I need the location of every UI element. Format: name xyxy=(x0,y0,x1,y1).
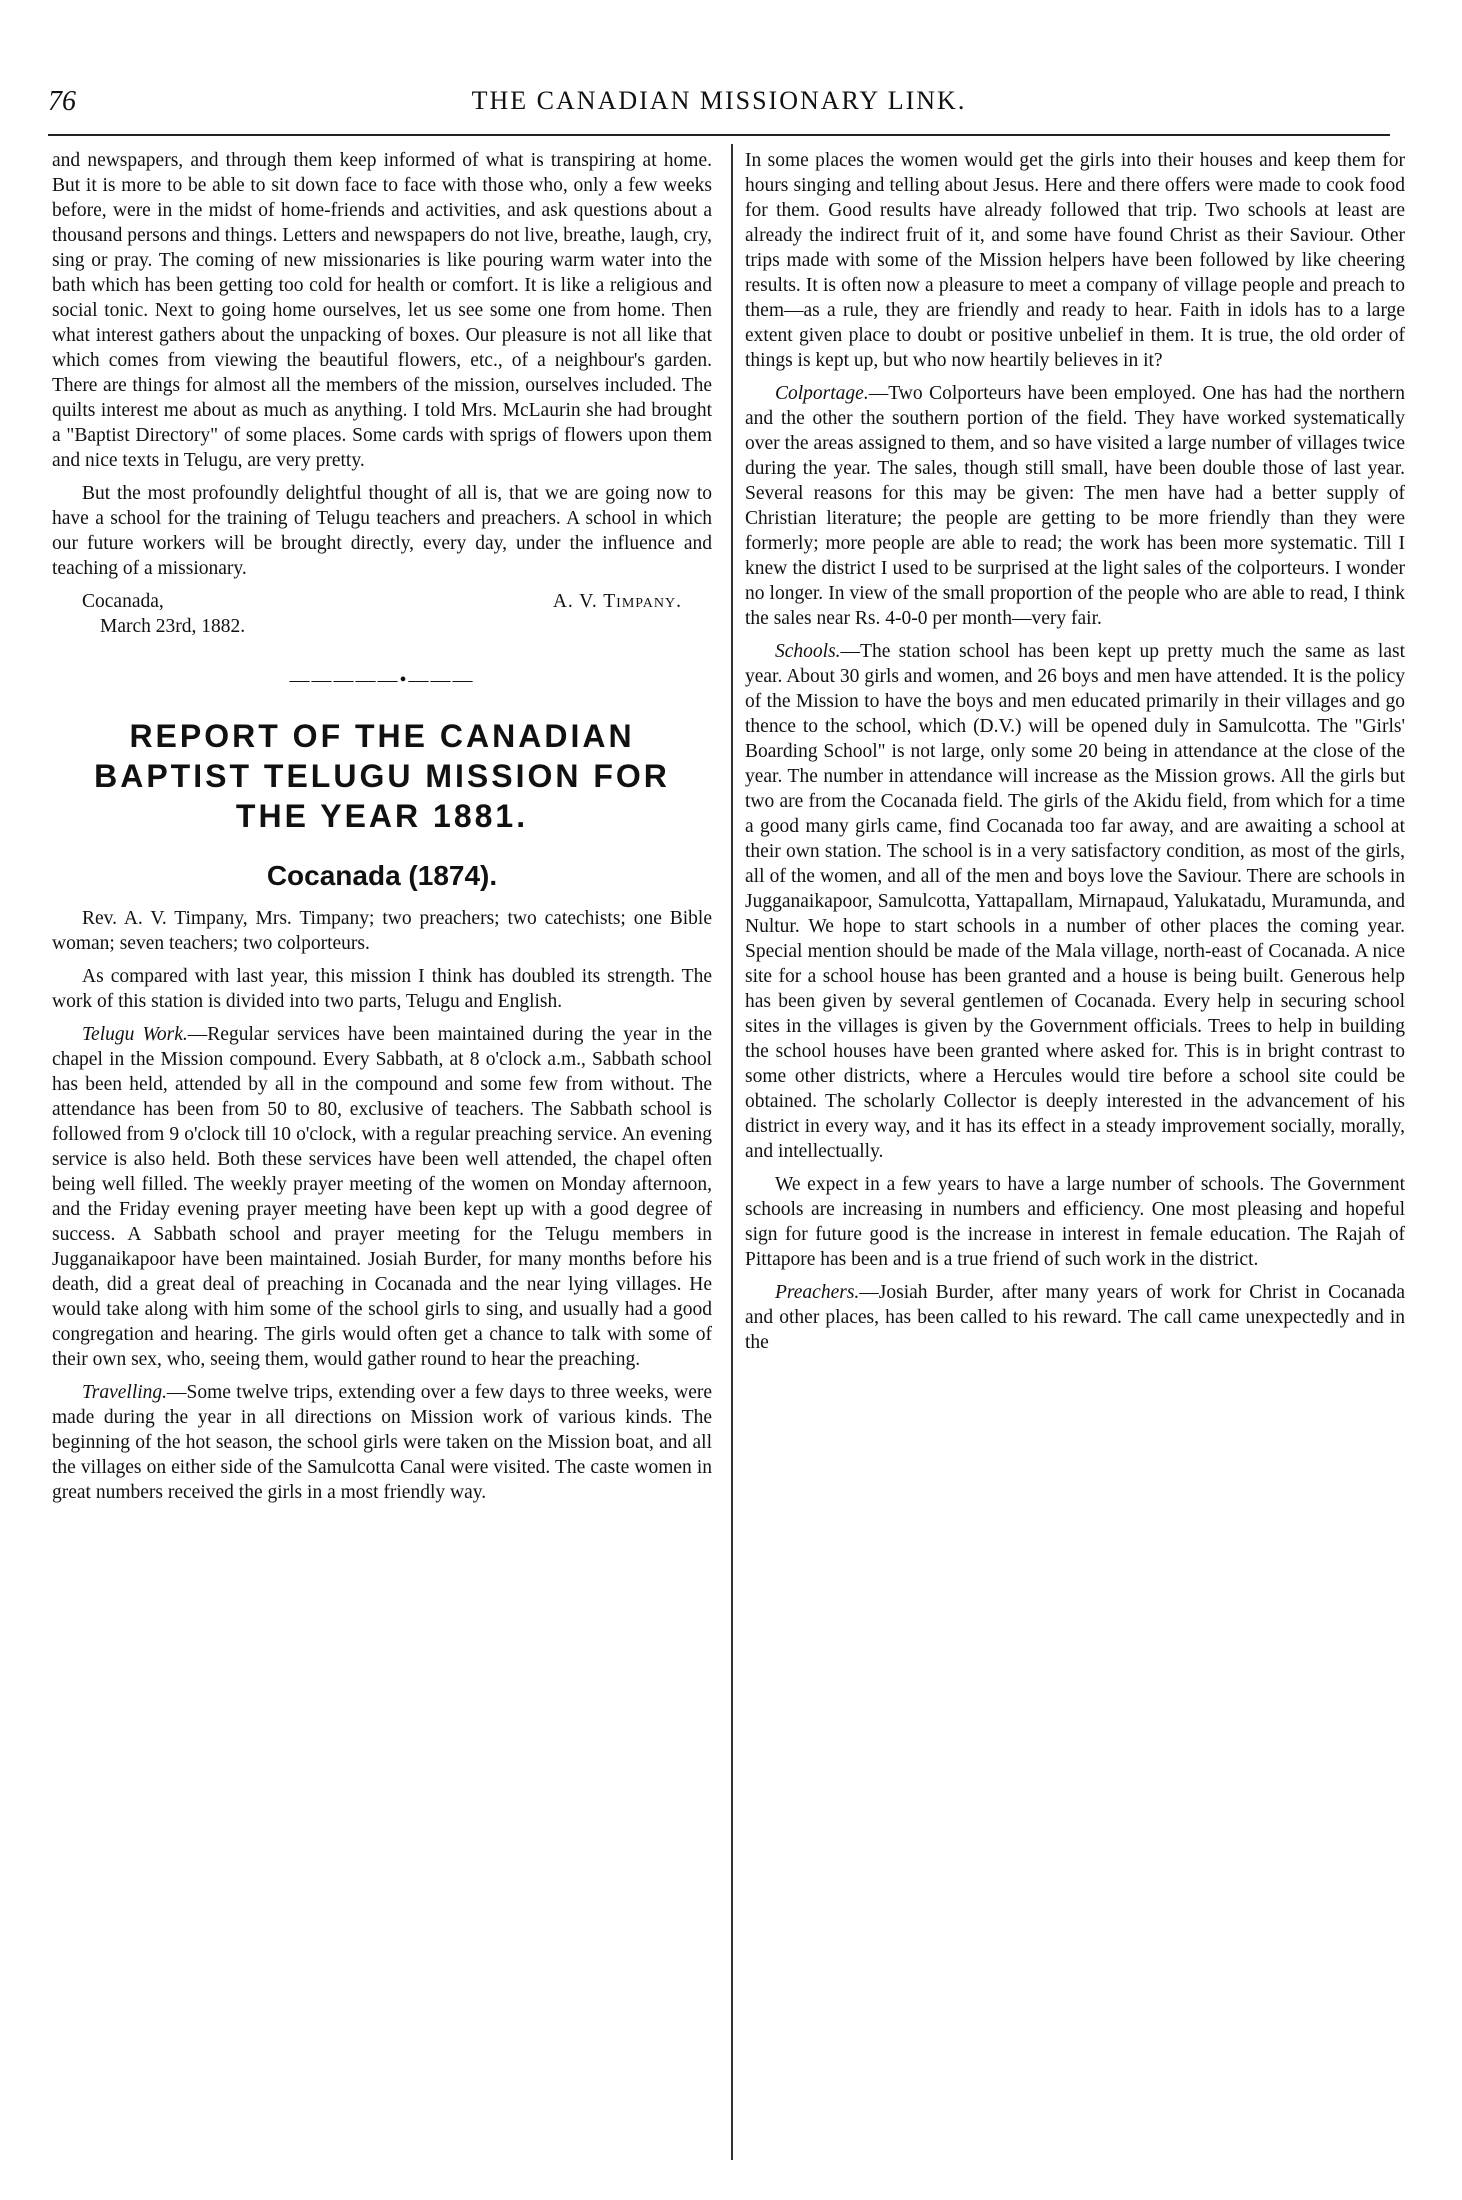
telugu-work-label: Telugu Work. xyxy=(82,1024,188,1045)
letter-paragraph-2: But the most profoundly delightful thought of all is, that we are going now to have a school for the training of Telugu teachers and preachers. A school in which our future workers will be brought directly, every day, under the influence and teaching of a missionary. xyxy=(52,483,712,579)
colportage-text: —Two Colporteurs have been employed. One has had the northern and the other the southern portion of the field. They have worked systematically over the areas assigned to them, and so have visited a large number of villages twice during the year. The sales, though still small, have been double those of last year. Several reasons for this may be given: The men have had a better supply of Christian literature; the people are getting to be more friendly than they were formerly; more people are able to read; the work has been more systematic. Till I knew the district I used to be surprised at the light sales of the colporteurs. I wonder no longer. In view of the small proportion of the people who are able to read, I think the sales near Rs. 4-0-0 per month—very fair. xyxy=(745,383,1405,629)
schools-paragraph xyxy=(745,639,1405,1164)
preachers-text: —Josiah Burder, after many years of work for Christ in Cocanada and other places, has been called to his reward. The call came unexpectedly and in the xyxy=(745,1282,1405,1353)
travelling-label: Travelling. xyxy=(82,1382,168,1403)
telugu-work-text: —Regular services have been maintained during the year in the chapel in the Mission compound. Every Sabbath, at 8 o'clock a.m., Sabbath school has been held, attended by all in the compound and some few from without. The attendance has been from 50 to 80, exclusive of teachers. The Sabbath school is followed from 9 o'clock till 10 o'clock, with a regular preaching service. An evening service is also held. Both these services have been well attended, the chapel often being well filled. The weekly prayer meeting of the women on Monday afternoon, and the Friday evening prayer meeting have been kept up with a good degree of success. A Sabbath school and prayer meeting for the Telugu members in Jugganaikapoor have been maintained. Josiah Burder, for many months before his death, did a great deal of preaching in Cocanada and the near lying villages. He would take along with him some of the school girls to sing, and usually had a good congregation and hearing. The girls would often get a chance to talk with some of their own sex, who, seeing them, would gather round to hear the preaching. xyxy=(52,1024,712,1370)
travelling-paragraph xyxy=(52,1380,712,1505)
page-number: 76 xyxy=(48,86,76,117)
schools-label: Schools. xyxy=(775,641,841,662)
staff-list: Rev. A. V. Timpany, Mrs. Timpany; two preachers; two catechists; one Bible woman; seven teachers; two colporteurs. xyxy=(52,908,712,954)
letter-paragraph-1: and newspapers, and through them keep informed of what is transpiring at home. But it is more to be able to sit down face to face with those who, only a few weeks before, were in the midst of home-friends and activities, and ask questions about a thousand persons and things. Letters and newspapers do not live, breathe, laugh, cry, sing or pray. The coming of new missionaries is like pouring warm water into the bath which has been getting too cold for health or comfort. It is like a religious and social tonic. Next to going home ourselves, let us see some one from home. Then what interest gathers about the unpacking of boxes. Our pleasure is not all like that which comes from viewing the beautiful flowers, etc., of a neighbour's garden. There are things for almost all the members of the mission, ourselves included. The quilts interest me about as much as anything. I told Mrs. McLaurin she had brought a "Baptist Directory" of some places. Some cards with sprigs of flowers upon them and nice texts in Telugu, are very pretty. xyxy=(52,150,712,471)
continuation-paragraph: In some places the women would get the girls into their houses and keep them for hours singing and telling about Jesus. Here and there offers were made to cook food for them. Good results have already followed that trip. Two schools at least are already the indirect fruit of it, and some have found Christ as their Saviour. Other trips made with some of the Mission helpers have been followed by like cheering results. It is often now a pleasure to meet a company of village people and preach to them—as a rule, they are friendly and ready to hear. Faith in idols has to a large extent given place to doubt or positive unbelief in them. It is true, the old order of things is kept up, but who now heartily believes in it? xyxy=(745,150,1405,371)
intro-paragraph: As compared with last year, this mission I think has doubled its strength. The work of this station is divided into two parts, Telugu and English. xyxy=(52,966,712,1012)
section-ornament: —————•——— xyxy=(289,669,475,691)
page-header xyxy=(48,86,1390,122)
preachers-label: Preachers. xyxy=(775,1282,860,1303)
signature-name: A. V. Timpany. xyxy=(552,591,682,612)
station-heading: Cocanada (1874). xyxy=(266,860,498,891)
expectation-paragraph: We expect in a few years to have a large number of schools. The Government schools are increasing in numbers and efficiency. One most pleasing and hopeful sign for future good is the increase in interest in female education. The Rajah of Pittapore has been and is a true friend of such work in the district. xyxy=(745,1174,1405,1270)
column-divider xyxy=(731,144,733,2160)
header-rule xyxy=(48,134,1390,136)
report-heading: REPORT OF THE CANADIAN BAPTIST TELUGU MISSION FOR THE YEAR 1881. xyxy=(94,718,670,834)
right-column xyxy=(745,148,1405,1363)
colportage-label: Colportage. xyxy=(775,383,869,404)
signature-date: March 23rd, 1882. xyxy=(100,616,246,637)
telugu-work-paragraph xyxy=(52,1022,712,1372)
preachers-paragraph xyxy=(745,1280,1405,1355)
left-column xyxy=(52,148,712,1513)
signature xyxy=(52,589,712,614)
travelling-text: —Some twelve trips, extending over a few days to three weeks, were made during the year in all directions on Mission work of various kinds. The beginning of the hot season, the school girls were taken on the Mission boat, and all the villages on either side of the Samulcotta Canal were visited. The caste women in great numbers received the girls in a most friendly way. xyxy=(52,1382,712,1503)
running-title: THE CANADIAN MISSIONARY LINK. xyxy=(471,86,967,115)
signature-place: Cocanada, xyxy=(82,591,164,612)
schools-text: —The station school has been kept up pretty much the same as last year. About 30 girls and women, and 26 boys and men have attended. It is the policy of the Mission to have the boys and men educated primarily in their villages and go thence to the school, which (D.V.) will be opened duly in Samulcotta. The "Girls' Boarding School" is not large, only some 20 being in attendance at the close of the year. The number in attendance will increase as the Mission grows. All the girls but two are from the Cocanada field. The girls of the Akidu field, from which for a time a good many girls came, find Cocanada too far away, and are awaiting a school at their own station. The school is in a very satisfactory condition, as most of the girls, all of the women, and all of the men and boys love the Saviour. There are schools in Jugganaikapoor, Samulcotta, Yattapallam, Mirnapaud, Yalukatadu, Muramunda, and Nultur. We hope to start schools in a number of other places the coming year. Special mention should be made of the Mala village, north-east of Cocanada. A nice site for a school house has been granted and a house is being built. Generous help has been given by several gentlemen of Cocanada. Every help in securing school sites in the villages is given by the Government officials. Trees to help in building the school houses have been granted where asked for. This is in bright contrast to some other districts, where a Hercules would tire before a school site could be obtained. The scholarly Collector is deeply interested in the advancement of his district in every way, and it has its effect in a steady improvement socially, morally, and intellectually. xyxy=(745,641,1405,1162)
colportage-paragraph xyxy=(745,381,1405,631)
